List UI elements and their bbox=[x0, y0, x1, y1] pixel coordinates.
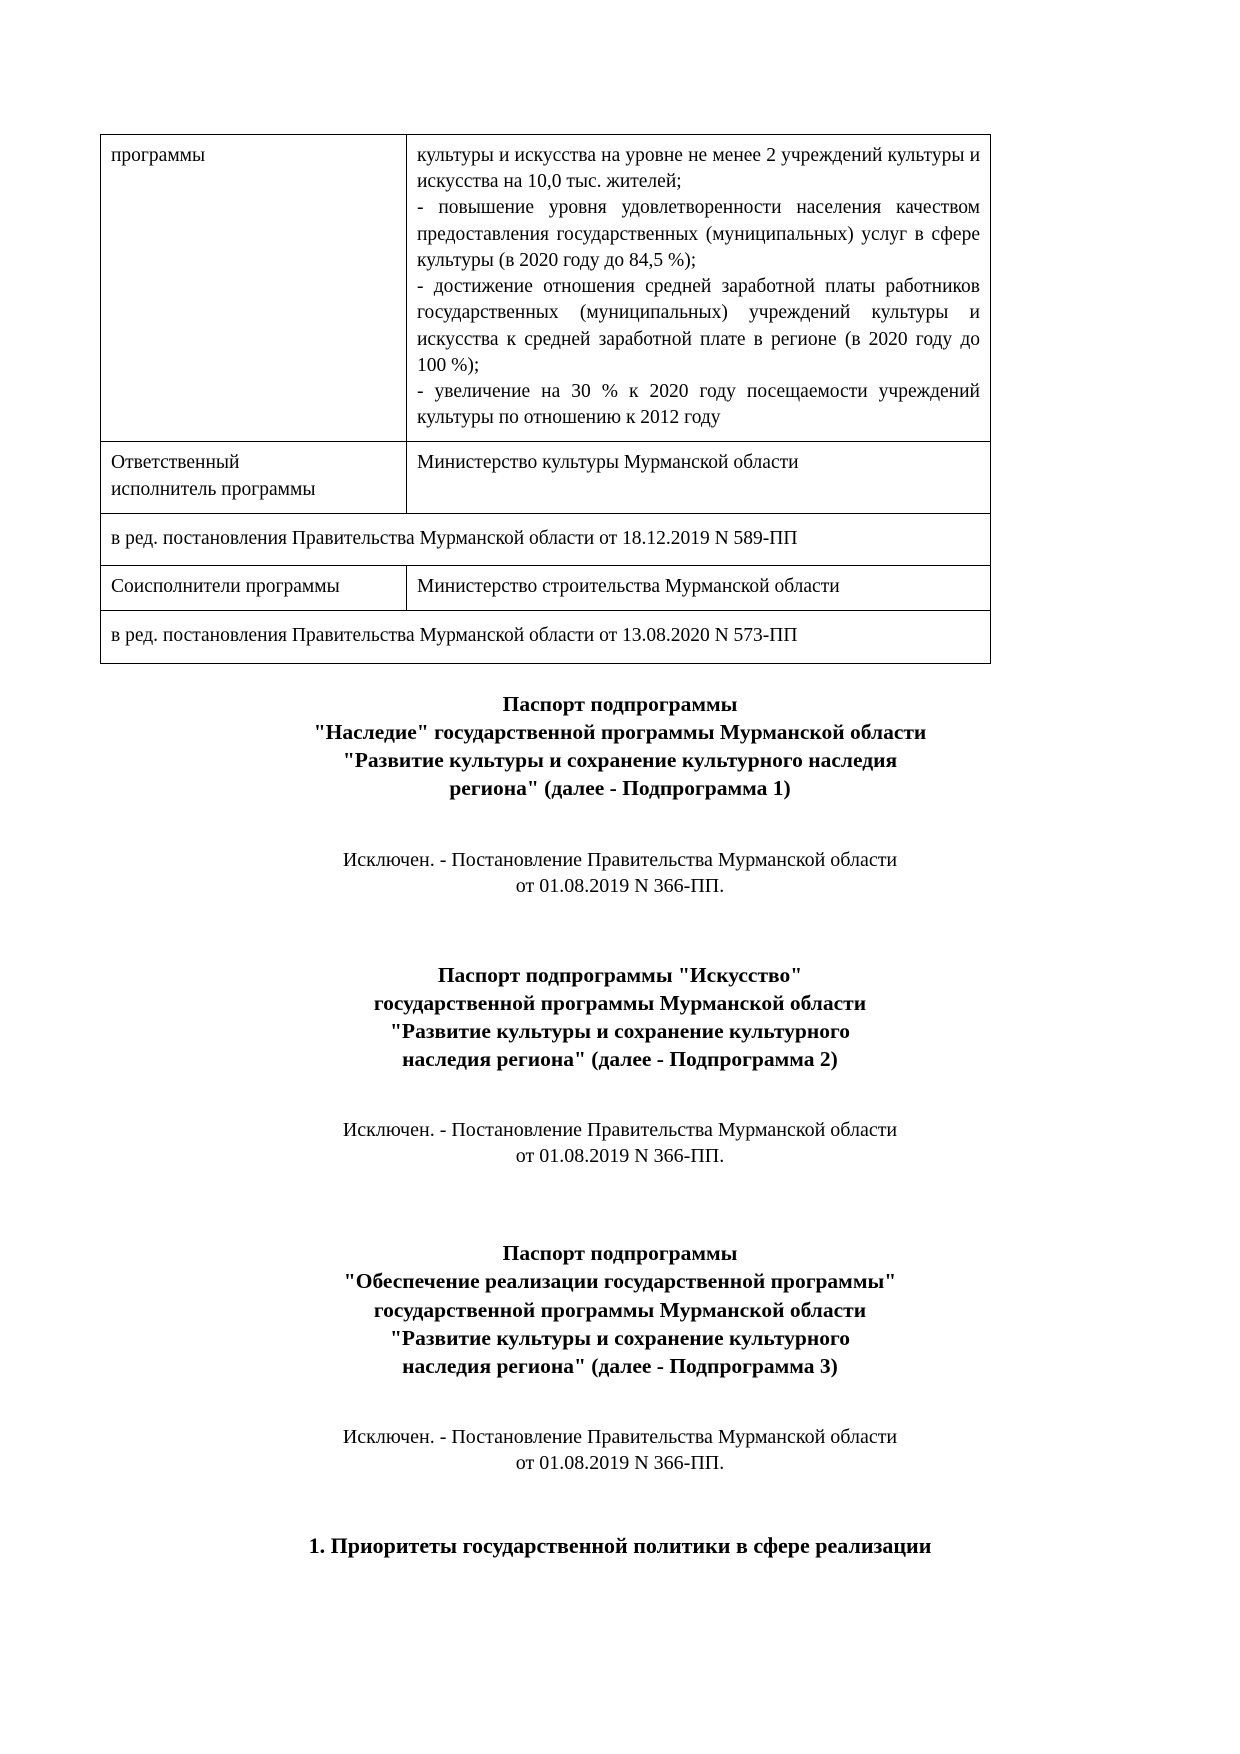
heading-line: Паспорт подпрограммы bbox=[502, 1241, 738, 1266]
table-row-note bbox=[101, 611, 991, 663]
row-label-programmy: программы bbox=[111, 145, 206, 166]
heading-line: "Обеспечение реализации государственной программы" bbox=[343, 1269, 897, 1294]
value-responsible-executor: Министерство культуры Мурманской области bbox=[417, 452, 799, 474]
heading-line: "Наследие" государственной программы Мурманской области bbox=[313, 720, 927, 745]
heading-line: Паспорт подпрограммы "Искусство" bbox=[437, 962, 803, 987]
spacer bbox=[100, 1380, 1140, 1424]
amendment-note-1: в ред. постановления Правительства Мурманской области от 18.12.2019 N 589-ПП bbox=[101, 513, 991, 565]
excluded-line: Исключен. - Постановление Правительства Мурманской области bbox=[342, 1426, 898, 1449]
table-row bbox=[101, 135, 991, 442]
value-coexecutors: Министерство строительства Мурманской области bbox=[417, 576, 840, 598]
heading-line: "Развитие культуры и сохранение культурного наследия bbox=[342, 748, 898, 773]
section-1-heading: 1. Приоритеты государственной политики в сфере реализации bbox=[308, 1533, 932, 1559]
heading-line: наследия региона" (далее - Подпрограмма 3) bbox=[402, 1353, 838, 1378]
excluded-line: Исключен. - Постановление Правительства Мурманской области bbox=[342, 848, 898, 871]
passport-table bbox=[100, 134, 991, 664]
table-cell-value bbox=[407, 135, 991, 442]
subprogram-2-heading bbox=[100, 961, 1140, 1074]
spacer bbox=[100, 1073, 1140, 1117]
row-label-coexecutors: Соисполнители программы bbox=[111, 576, 340, 598]
table-cell-value bbox=[407, 442, 991, 513]
passport-table-body bbox=[101, 135, 991, 664]
value-paragraph-2: - повышение уровня удовлетворенности населения качеством предоставления государственных (муниципальных) услуг в сфере культуры (в 2020 году до 84,5 %); bbox=[417, 197, 980, 271]
table-cell-value bbox=[407, 566, 991, 611]
heading-line: "Развитие культуры и сохранение культурного bbox=[390, 1325, 850, 1350]
value-paragraph-4: - увеличение на 30 % к 2020 году посещаемости учреждений культуры по отношению к 2012 году bbox=[417, 380, 980, 429]
document-body bbox=[100, 690, 1140, 1561]
spacer bbox=[100, 1169, 1140, 1239]
subprogram-2-excluded-note bbox=[100, 1117, 1140, 1169]
heading-line: Паспорт подпрограммы bbox=[502, 692, 738, 716]
subprogram-1-excluded-note bbox=[100, 847, 1140, 899]
heading-line: государственной программы Мурманской области bbox=[373, 1297, 867, 1322]
table-row bbox=[101, 566, 991, 611]
heading-line: региона" (далее - Подпрограмма 1) bbox=[449, 776, 791, 801]
table-row bbox=[101, 442, 991, 513]
subprogram-1-heading bbox=[100, 690, 1140, 803]
heading-line: государственной программы Мурманской области bbox=[373, 990, 867, 1015]
excluded-line: от 01.08.2019 N 366-ПП. bbox=[515, 1452, 725, 1475]
row-label-responsible-line1: Ответственный bbox=[111, 452, 240, 474]
table-cell-label bbox=[101, 135, 407, 442]
heading-line: "Развитие культуры и сохранение культурного bbox=[390, 1018, 850, 1043]
table-cell-label bbox=[101, 566, 407, 611]
row-label-responsible-line2: исполнитель программы bbox=[111, 478, 316, 500]
excluded-line: от 01.08.2019 N 366-ПП. bbox=[515, 1145, 725, 1168]
excluded-line: от 01.08.2019 N 366-ПП. bbox=[515, 874, 725, 897]
amendment-note-2: в ред. постановления Правительства Мурманской области от 13.08.2020 N 573-ПП bbox=[101, 611, 991, 663]
spacer bbox=[100, 803, 1140, 847]
table-row-note bbox=[101, 513, 991, 565]
value-paragraph-1: культуры и искусства на уровне не менее 2 учреждений культуры и искусства на 10,0 тыс. жителей; bbox=[417, 145, 980, 193]
spacer bbox=[100, 1476, 1140, 1532]
table-cell-label bbox=[101, 442, 407, 513]
spacer bbox=[100, 899, 1140, 961]
subprogram-3-excluded-note bbox=[100, 1424, 1140, 1476]
value-paragraph-3: - достижение отношения средней заработной платы работников государственных (муниципальных) учреждений культуры и искусства к средней заработной плате в регионе (в 2020 году до 100 %); bbox=[417, 276, 980, 376]
excluded-line: Исключен. - Постановление Правительства Мурманской области bbox=[342, 1119, 898, 1142]
subprogram-3-heading bbox=[100, 1239, 1140, 1380]
heading-line: наследия региона" (далее - Подпрограмма 2) bbox=[402, 1047, 838, 1072]
